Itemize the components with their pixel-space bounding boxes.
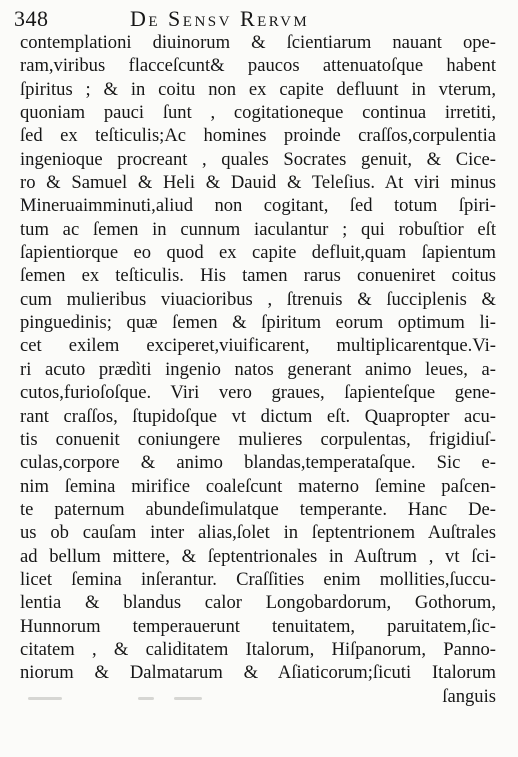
text-line: ri acuto prædìti ingenio natos generant animo leues, a- xyxy=(20,358,496,380)
text-line: ad bellum mittere, & ſeptentrionales in Auſtrum , vt ſci- xyxy=(20,545,496,567)
text-line: ſpiritus ; & in coitu non ex capite defluunt in vterum, xyxy=(20,78,496,100)
page-number: 348 xyxy=(14,6,49,31)
faint-mark xyxy=(28,697,62,700)
body-text xyxy=(20,31,496,708)
text-line: Hunnorum temperauerunt tenuitatem, paruitatem,ſic- xyxy=(20,615,496,637)
text-line: tum ac ſemen in cunnum iaculantur ; qui robuſtior eſt xyxy=(20,218,496,240)
text-line: us ob cauſam inter alias,ſolet in ſeptentrionem Auſtrales xyxy=(20,522,496,544)
text-line: cutos,furioſoſque. Viri vero graues, ſapienteſque gene- xyxy=(20,382,496,404)
running-head xyxy=(14,4,504,34)
text-line: ro & Samuel & Heli & Dauid & Teleſius. At viri minus xyxy=(20,172,496,194)
text-line: rant craſſos, ſtupidoſque vt dictum eſt. Quapropter acu- xyxy=(20,405,496,427)
text-line: lentia & blandus calor Longobardorum, Gothorum, xyxy=(20,592,496,614)
bleed-through-marks xyxy=(28,697,248,711)
text-line: Mineruaimminuti,aliud non cogitant, ſed totum ſpiri- xyxy=(20,195,496,217)
running-title: De Sensv Rervm xyxy=(130,6,310,31)
text-line: tis conuenit coniungere mulieres corpulentas, frigidiuſ- xyxy=(20,428,496,450)
text-line: ſed ex teſticulis;Ac homines proinde craſſos,corpulentia xyxy=(20,125,496,147)
text-line: ſapientiorque eo quod ex capite defluit,quam ſapientum xyxy=(20,242,496,264)
text-line: ingenioque procreant , quales Socrates genuit, & Cice- xyxy=(20,148,496,170)
faint-mark xyxy=(174,697,202,700)
faint-mark xyxy=(138,697,154,700)
text-line: culas,corpore & animo blandas,temperataſque. Sic e- xyxy=(20,452,496,474)
text-line: niorum & Dalmatarum & Aſiaticorum;ſicuti Italorum xyxy=(20,662,496,684)
text-line: quoniam pauci ſunt , cogitationeque continua irretiti, xyxy=(20,102,496,124)
catchword: ſanguis xyxy=(442,685,496,707)
text-line: licet ſemina inſerantur. Craſſities enim mollities,ſuccu- xyxy=(20,568,496,590)
text-line: nim ſemina mirifice coaleſcunt materno ſemine paſcen- xyxy=(20,475,496,497)
text-line: te paternum abundeſimulatque temperante. Hanc De- xyxy=(20,498,496,520)
text-line: ſemen ex teſticulis. His tamen rarus conueniret coitus xyxy=(20,265,496,287)
text-line: pinguedinis; quæ ſemen & ſpiritum eorum optimum li- xyxy=(20,312,496,334)
text-line: ram,viribus flacceſcunt& paucos attenuatoſque habent xyxy=(20,55,496,77)
text-line: citatem , & caliditatem Italorum, Hiſpanorum, Panno- xyxy=(20,638,496,660)
text-line: contemplationi diuinorum & ſcientiarum nauant ope- xyxy=(20,32,496,53)
text-line: cet exilem exciperet,viuificarent, multiplicarentque.Vi- xyxy=(20,335,496,357)
text-line: cum mulieribus viuacioribus , ſtrenuis & ſucciplenis & xyxy=(20,288,496,310)
